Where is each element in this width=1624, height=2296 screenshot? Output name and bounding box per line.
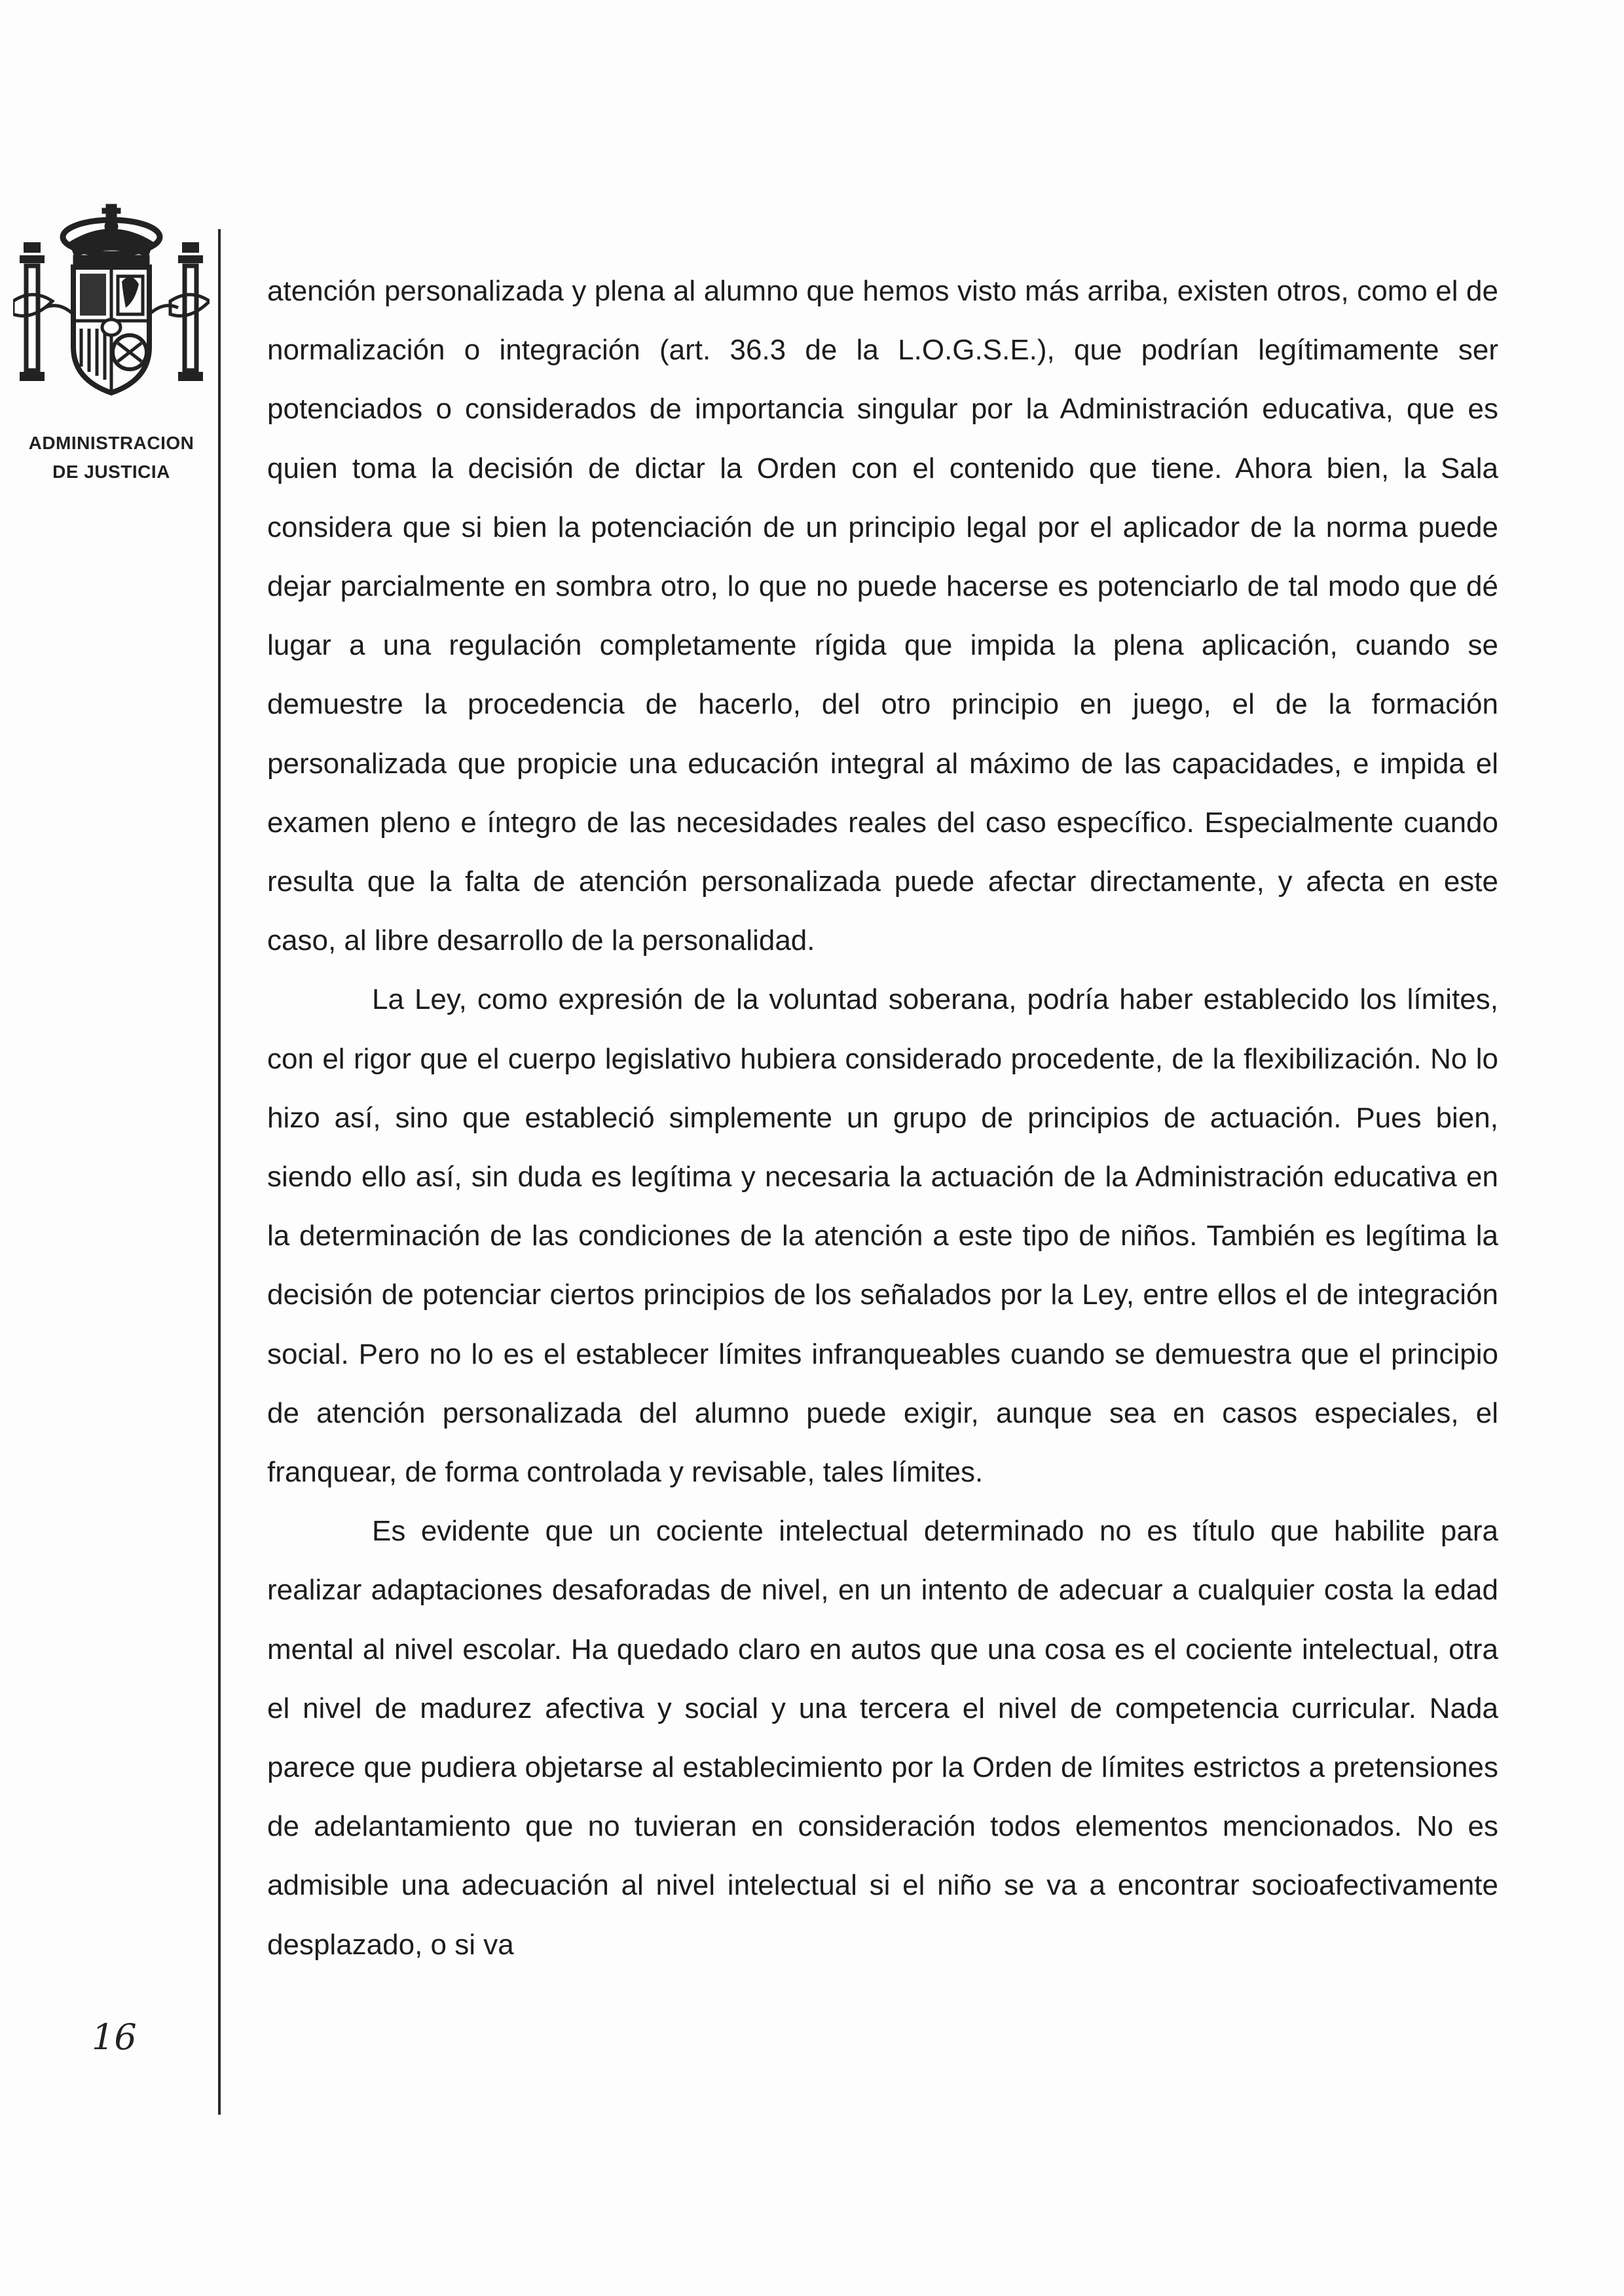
paragraph-2: La Ley, como expresión de la voluntad soberana, podría haber establecido los límites, con el rigor que el cuerpo legislativo hubiera considerado procedente, de la flexibilización. No lo hizo así, sino que estableció simplemente un grupo de principios de actuación. Pues bien, siendo ello así, sin duda es legítima y necesaria la actuación de la Administración educativa en la determinación de las condiciones de la atención a este tipo de niños. También es legítima la decisión de potenciar ciertos principios de los señalados por la Ley, entre ellos el de integración social. Pero no lo es el establecer límites infranqueables cuando se demuestra que el principio de atención personalizada del alumno puede exigir, aunque sea en casos especiales, el franquear, de forma controlada y revisable, tales límites. xyxy=(267,983,1498,1489)
institution-label xyxy=(13,429,210,486)
institution-line-1: ADMINISTRACION xyxy=(28,433,194,453)
page-number: 16 xyxy=(92,2016,137,2058)
margin-divider xyxy=(218,229,221,2115)
paragraph-1: atención personalizada y plena al alumno que hemos visto más arriba, existen otros, como el de normalización o integración (art. 36.3 de la L.O.G.S.E.), que podrían legítimamente ser potenciados o considerados de importancia singular por la Administración educativa, que es quien toma la decisión de dictar la Orden con el contenido que tiene. Ahora bien, la Sala considera que si bien la potenciación de un principio legal por el aplicador de la norma puede dejar parcialmente en sombra otro, lo que no puede hacerse es potenciarlo de tal modo que dé lugar a una regulación completamente rígida que impida la plena aplicación, cuando se demuestre la procedencia de hacerlo, del otro principio en juego, el de la formación personalizada que propicie una educación integral al máximo de las capacidades, e impida el examen pleno e íntegro de las necesidades reales del caso específico. Especialmente cuando resulta que la falta de atención personalizada puede afectar directamente, y afecta en este caso, al libre desarrollo de la personalidad. xyxy=(267,275,1498,957)
document-body xyxy=(267,262,1498,1975)
coat-of-arms-icon xyxy=(13,203,210,419)
paragraph-3: Es evidente que un cociente intelectual determinado no es título que habilite para realizar adaptaciones desaforadas de nivel, en un intento de adecuar a cualquier costa la edad mental al nivel escolar. Ha quedado claro en autos que una cosa es el cociente intelectual, otra el nivel de madurez afectiva y social y una tercera el nivel de competencia curricular. Nada parece que pudiera objetarse al establecimiento por la Orden de límites estrictos a pretensiones de adelantamiento que no tuvieran en consideración todos elementos mencionados. No es admisible una adecuación al nivel intelectual si el niño se va a encontrar socioafectivamente desplazado, o si va xyxy=(267,1515,1498,1961)
institution-line-2: DE JUSTICIA xyxy=(52,462,170,482)
